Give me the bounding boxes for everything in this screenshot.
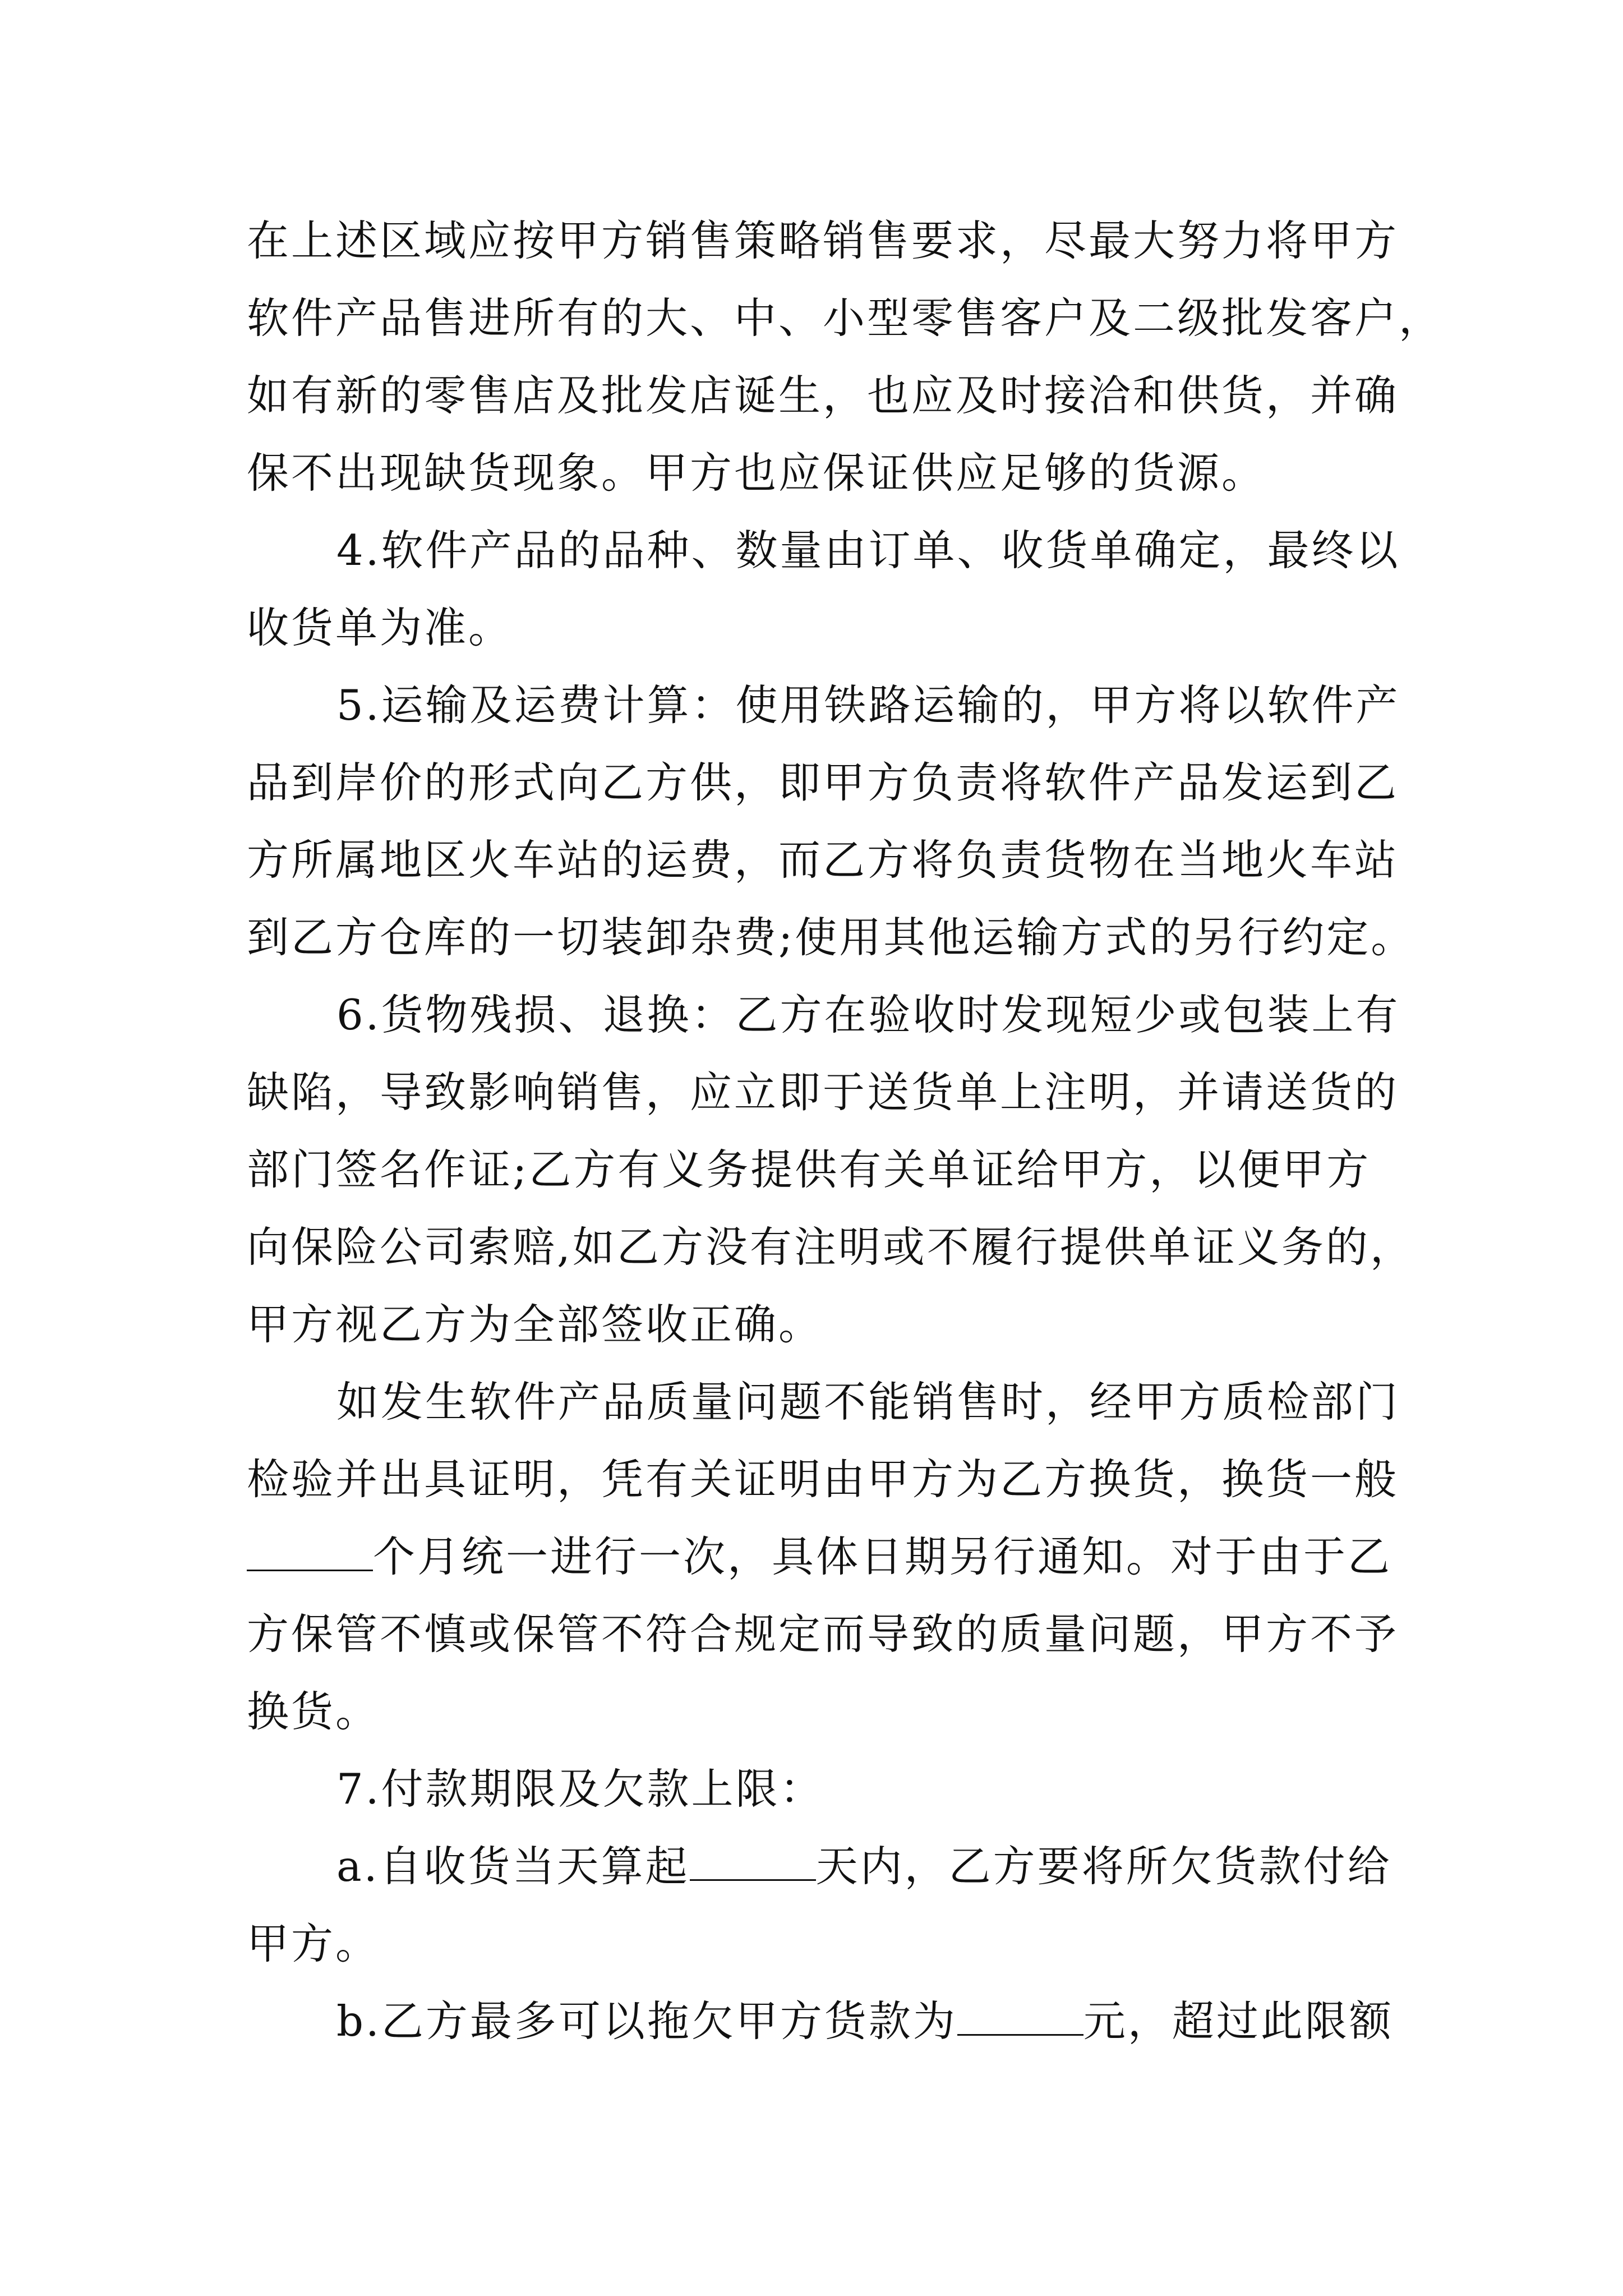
document-body bbox=[247, 202, 1444, 2060]
text-line: 甲方视乙方为全部签收正确。 bbox=[247, 1300, 823, 1349]
text-line: 换货。 bbox=[247, 1687, 380, 1736]
paragraph-item-6 bbox=[247, 976, 1414, 1363]
paragraph-item-4 bbox=[247, 512, 1400, 666]
text-line: 甲方。 bbox=[247, 1919, 380, 1968]
text-line: 6.货物残损、退换：乙方在验收时发现短少或包装上有 bbox=[336, 990, 1400, 1039]
text-line: 方保管不慎或保管不符合规定而导致的质量问题，甲方不予 bbox=[247, 1609, 1399, 1659]
text-after-blank: 个月统一进行一次，具体日期另行通知。对于由于乙 bbox=[373, 1532, 1393, 1581]
months-blank-field[interactable] bbox=[247, 1530, 373, 1571]
paragraph-item-7b bbox=[247, 1982, 1394, 2060]
paragraph-sales-region bbox=[247, 202, 1444, 512]
text-after-blank: 元，超过此限额 bbox=[1083, 1996, 1394, 2046]
text-line: 缺陷，导致影响销售，应立即于送货单上注明，并请送货的 bbox=[247, 1068, 1399, 1117]
paragraph-quality-exchange bbox=[247, 1363, 1400, 1750]
text-line: 检验并出具证明，凭有关证明由甲方为乙方换货，换货一般 bbox=[247, 1455, 1399, 1504]
amount-blank-field[interactable] bbox=[957, 1995, 1083, 2036]
text-before-blank: a.自收货当天算起 bbox=[336, 1842, 690, 1891]
text-line: 收货单为准。 bbox=[247, 603, 513, 652]
paragraph-item-7a bbox=[247, 1828, 1391, 1982]
text-line: 保不出现缺货现象。甲方也应保证供应足够的货源。 bbox=[247, 448, 1266, 498]
paragraph-item-5 bbox=[247, 666, 1415, 976]
text-line: 如发生软件产品质量问题不能销售时，经甲方质检部门 bbox=[336, 1377, 1400, 1427]
text-after-blank: 天内，乙方要将所欠货款付给 bbox=[815, 1842, 1392, 1891]
text-line: 7.付款期限及欠款上限： bbox=[336, 1764, 824, 1814]
text-line: 4.软件产品的品种、数量由订单、收货单确定，最终以 bbox=[336, 526, 1400, 575]
paragraph-item-7 bbox=[247, 1750, 1391, 1828]
days-blank-field[interactable] bbox=[690, 1840, 816, 1881]
text-before-blank: b.乙方最多可以拖欠甲方货款为 bbox=[336, 1996, 957, 2046]
text-line-with-blank bbox=[247, 1518, 1391, 1595]
text-line-with-blank bbox=[247, 1982, 1394, 2060]
text-line: 到乙方仓库的一切装卸杂费;使用其他运输方式的另行约定。 bbox=[247, 913, 1415, 962]
text-line: 向保险公司索赔,如乙方没有注明或不履行提供单证义务的， bbox=[247, 1222, 1414, 1272]
text-line-with-blank bbox=[247, 1828, 1391, 1905]
text-line: 品到岸价的形式向乙方供，即甲方负责将软件产品发运到乙 bbox=[247, 758, 1399, 807]
text-line: 软件产品售进所有的大、中、小型零售客户及二级批发客户， bbox=[247, 293, 1444, 343]
text-line: 5.运输及运费计算：使用铁路运输的，甲方将以软件产 bbox=[336, 680, 1400, 730]
text-line: 在上述区域应按甲方销售策略销售要求，尽最大努力将甲方 bbox=[247, 216, 1399, 265]
text-line: 如有新的零售店及批发店诞生，也应及时接洽和供货，并确 bbox=[247, 371, 1399, 420]
text-line: 方所属地区火车站的运费，而乙方将负责货物在当地火车站 bbox=[247, 835, 1399, 885]
text-line: 部门签名作证;乙方有义务提供有关单证给甲方，以便甲方 bbox=[247, 1145, 1371, 1194]
